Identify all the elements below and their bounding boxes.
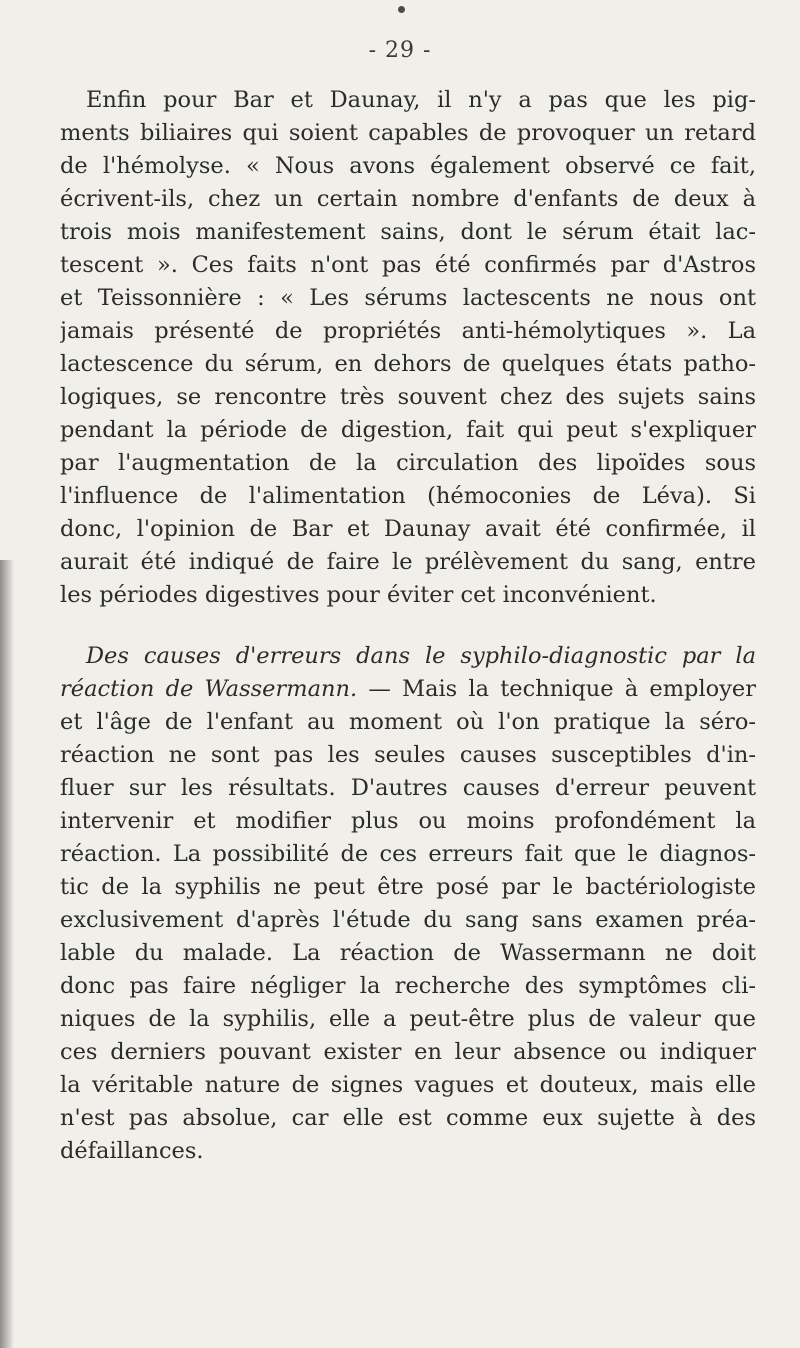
text-line: intervenir et modifier plus ou moins profondément la (60, 808, 756, 834)
text-line: et l'âge de l'enfant au moment où l'on pratique la séro- (60, 709, 756, 735)
text-line: réaction. La possibilité de ces erreurs fait que le diagnos- (60, 841, 756, 867)
text-line: de l'hémolyse. « Nous avons également observé ce fait, (60, 153, 756, 179)
text-line: Enfin pour Bar et Daunay, il n'y a pas que les pig- (86, 87, 756, 113)
text-line: pendant la période de digestion, fait qui peut s'expliquer (60, 417, 756, 443)
text-line: fluer sur les résultats. D'autres causes d'erreur peuvent (60, 775, 756, 801)
text-line: ces derniers pouvant exister en leur absence ou indiquer (60, 1039, 756, 1065)
text-line: ments biliaires qui soient capables de provoquer un retard (60, 120, 756, 146)
text-line: lable du malade. La réaction de Wassermann ne doit (60, 940, 756, 966)
text-line: aurait été indiqué de faire le prélèvement du sang, entre (60, 549, 756, 575)
binding-shadow (0, 560, 14, 1348)
text-line (60, 673, 756, 706)
paragraph-2 (60, 640, 756, 1168)
text-line: logiques, se rencontre très souvent chez des sujets sains (60, 384, 756, 410)
text-line: l'influence de l'alimentation (hémoconies de Léva). Si (60, 483, 756, 509)
text-line: défaillances. (60, 1138, 204, 1164)
section-heading-line: Des causes d'erreurs dans le syphilo-diagnostic par la (86, 643, 756, 669)
page-number: - 29 - (368, 38, 432, 63)
text-line: donc, l'opinion de Bar et Daunay avait été confirmée, il (60, 516, 756, 542)
text-line: les périodes digestives pour éviter cet inconvénient. (60, 582, 657, 608)
text-line: la véritable nature de signes vagues et douteux, mais elle (60, 1072, 756, 1098)
text-line: n'est pas absolue, car elle est comme eux sujette à des (60, 1105, 756, 1131)
ink-dot (398, 6, 405, 13)
text-line: trois mois manifestement sains, dont le sérum était lac- (60, 219, 756, 245)
text-line: tescent ». Ces faits n'ont pas été confirmés par d'Astros (60, 252, 756, 278)
text-line: donc pas faire négliger la recherche des symptômes cli- (60, 973, 756, 999)
text-line: écrivent-ils, chez un certain nombre d'enfants de deux à (60, 186, 756, 212)
text-line: par l'augmentation de la circulation des lipoïdes sous (60, 450, 756, 476)
text-run: — Mais la technique à employer (357, 676, 756, 702)
text-line: jamais présenté de propriétés anti-hémolytiques ». La (60, 318, 756, 344)
text-line: lactescence du sérum, en dehors de quelques états patho- (60, 351, 756, 377)
text-line: réaction ne sont pas les seules causes susceptibles d'in- (60, 742, 756, 768)
text-line: niques de la syphilis, elle a peut-être plus de valeur que (60, 1006, 756, 1032)
text-line: exclusivement d'après l'étude du sang sans examen préa- (60, 907, 756, 933)
body-text (60, 84, 756, 1168)
section-heading-end: réaction de Wassermann. (60, 676, 358, 702)
text-line: tic de la syphilis ne peut être posé par le bactériologiste (60, 874, 756, 900)
paragraph-1 (60, 84, 756, 612)
text-line: et Teissonnière : « Les sérums lactescents ne nous ont (60, 285, 756, 311)
paragraph-gap (60, 612, 756, 640)
